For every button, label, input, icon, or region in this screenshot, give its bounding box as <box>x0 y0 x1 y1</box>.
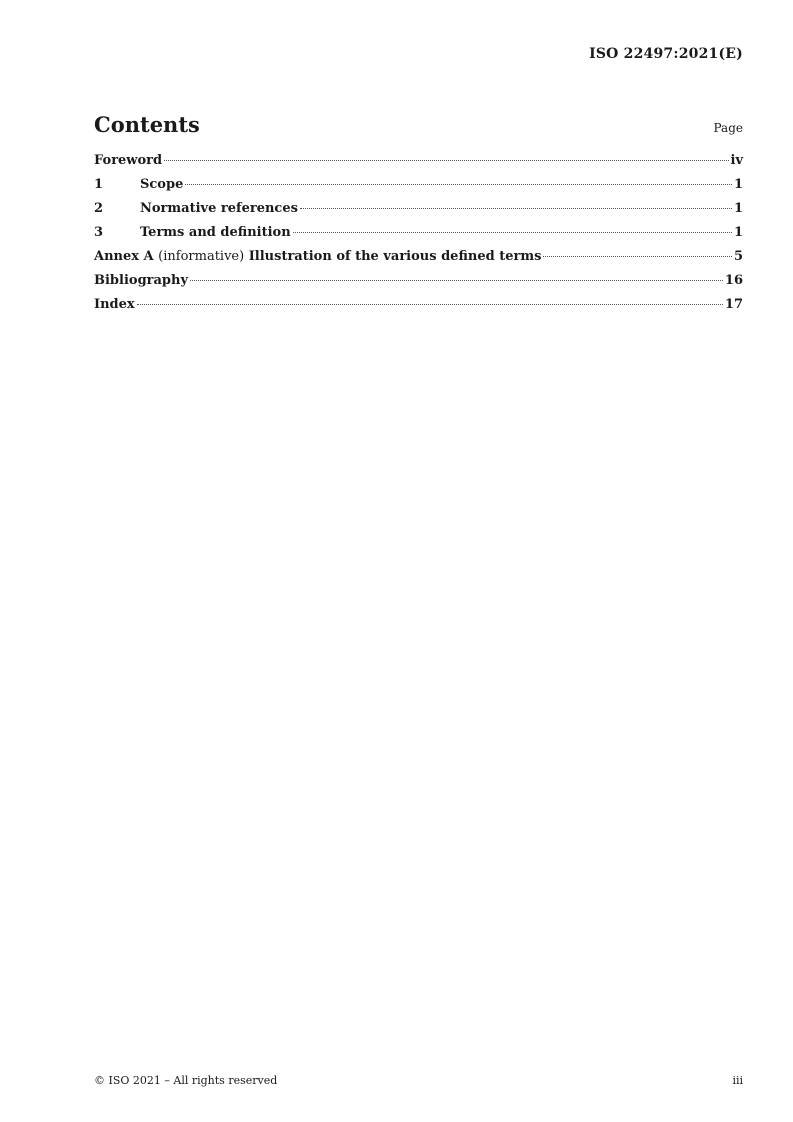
annex-title: Illustration of the various defined terms <box>248 249 542 264</box>
toc-entry-title: Terms and definition <box>140 225 291 240</box>
dot-leader <box>185 184 732 185</box>
copyright-notice: © ISO 2021 – All rights reserved <box>94 1074 278 1087</box>
contents-heading-row <box>94 112 743 137</box>
toc-entry-title: Index <box>94 297 135 312</box>
toc-entry-page: 1 <box>733 225 743 240</box>
toc-entry-title: Bibliography <box>94 273 189 288</box>
page-footer <box>94 1074 743 1087</box>
toc-entry-page: 5 <box>733 249 743 264</box>
toc-entry-terms-and-definition[interactable] <box>94 225 743 249</box>
dot-leader <box>300 208 732 209</box>
contents-title: Contents <box>94 112 200 137</box>
page-column-label: Page <box>713 121 743 135</box>
toc-entry-title <box>94 249 541 264</box>
toc-entry-title: Normative references <box>140 201 298 216</box>
toc-entry-number: 2 <box>94 201 104 216</box>
annex-note: (informative) <box>158 249 245 264</box>
toc-entry-foreword[interactable] <box>94 153 743 177</box>
toc-entry-page: iv <box>730 153 743 168</box>
toc-entry-page: 1 <box>733 177 743 192</box>
toc-entry-number: 1 <box>94 177 104 192</box>
toc-entry-page: 1 <box>733 201 743 216</box>
toc-entry-page: 17 <box>724 297 743 312</box>
toc-entry-number: 3 <box>94 225 104 240</box>
table-of-contents <box>94 153 743 321</box>
toc-entry-title: Foreword <box>94 153 163 168</box>
dot-leader <box>137 304 723 305</box>
dot-leader <box>293 232 732 233</box>
toc-entry-title: Scope <box>140 177 184 192</box>
toc-entry-index[interactable] <box>94 297 743 321</box>
dot-leader <box>190 280 723 281</box>
toc-entry-page: 16 <box>724 273 743 288</box>
toc-entry-scope[interactable] <box>94 177 743 201</box>
page-number: iii <box>732 1074 743 1087</box>
dot-leader <box>164 160 728 161</box>
toc-entry-normative-references[interactable] <box>94 201 743 225</box>
document-id: ISO 22497:2021(E) <box>589 46 743 62</box>
dot-leader <box>543 256 732 257</box>
toc-entry-bibliography[interactable] <box>94 273 743 297</box>
annex-prefix: Annex A <box>94 249 154 264</box>
toc-entry-annex-a[interactable] <box>94 249 743 273</box>
